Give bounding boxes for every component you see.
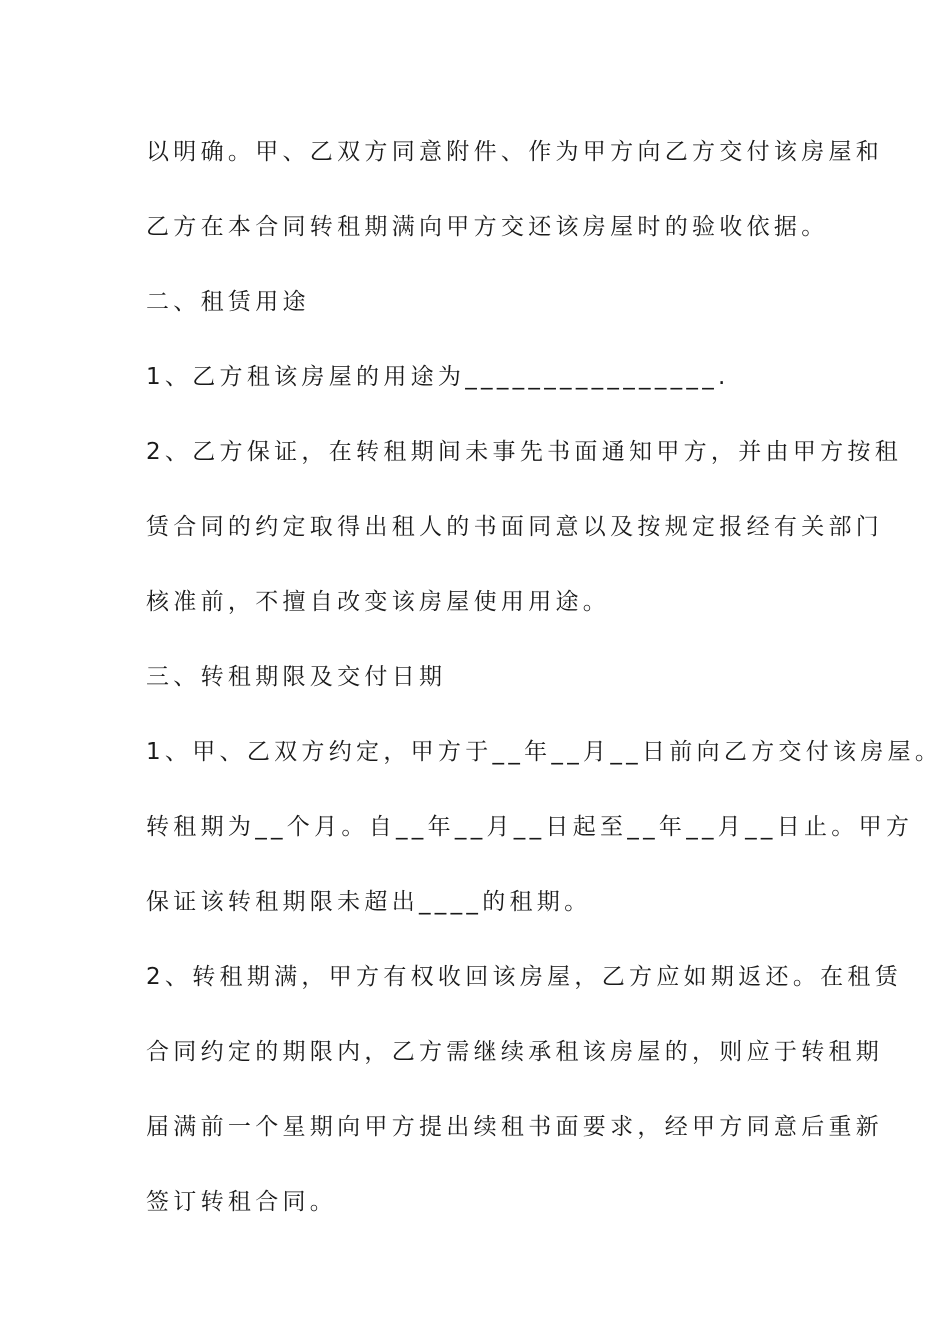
section-heading-term: 三、转租期限及交付日期 — [146, 664, 447, 690]
paragraph-line: 2、乙方保证，在转租期间未事先书面通知甲方，并由甲方按租 — [146, 439, 903, 465]
paragraph-line: 1、乙方租该房屋的用途为________________. — [146, 364, 730, 390]
paragraph-line: 1、甲、乙双方约定，甲方于__年__月__日前向乙方交付该房屋。 — [146, 739, 943, 765]
paragraph-line: 转租期为__个月。自__年__月__日起至__年__月__日止。甲方 — [146, 814, 914, 840]
paragraph-line: 乙方在本合同转租期满向甲方交还该房屋时的验收依据。 — [146, 214, 829, 240]
paragraph-line: 届满前一个星期向甲方提出续租书面要求，经甲方同意后重新 — [146, 1114, 884, 1140]
paragraph-line: 核准前，不擅自改变该房屋使用用途。 — [146, 589, 611, 615]
paragraph-line: 2、转租期满，甲方有权收回该房屋，乙方应如期返还。在租赁 — [146, 964, 903, 990]
paragraph-line: 签订转租合同。 — [146, 1189, 338, 1215]
paragraph-line: 以明确。甲、乙双方同意附件、作为甲方向乙方交付该房屋和 — [146, 139, 884, 165]
paragraph-line: 保证该转租期限未超出____的租期。 — [146, 889, 592, 915]
section-heading-usage: 二、租赁用途 — [146, 289, 310, 315]
paragraph-line: 合同约定的期限内，乙方需继续承租该房屋的，则应于转租期 — [146, 1039, 884, 1065]
paragraph-line: 赁合同的约定取得出租人的书面同意以及按规定报经有关部门 — [146, 514, 884, 540]
